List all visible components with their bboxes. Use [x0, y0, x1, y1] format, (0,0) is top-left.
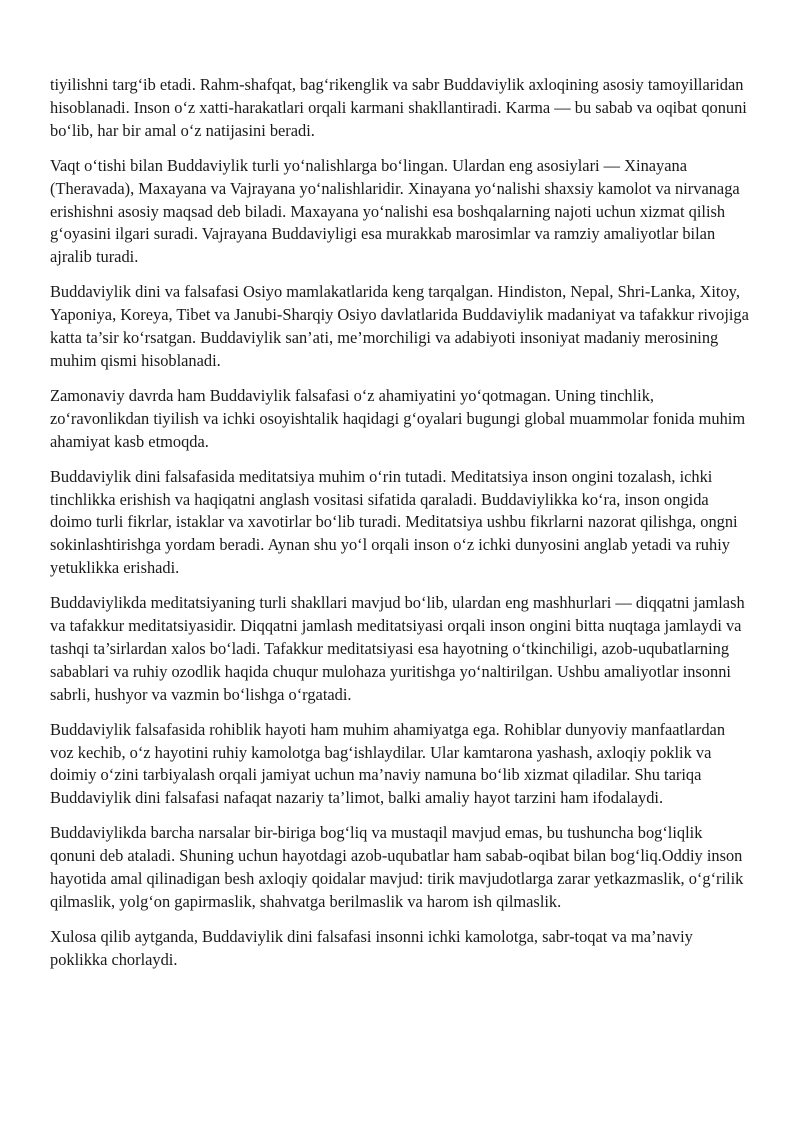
paragraph-schools: Vaqt o‘tishi bilan Buddaviylik turli yo‘nalishlarga bo‘lingan. Ulardan eng asosiylari — Xinayana (Theravada), Maxayana va Vajrayana yo‘nalishlaridir. Xinayana yo‘nalishi shaxsiy kamolot va nirvanaga erishishni asosiy maqsad deb biladi. Maxayana yo‘nalishi esa boshqalarning najoti uchun xizmat qilish g‘oyasini ilgari suradi. Vajrayana Buddaviyligi esa murakkab marosimlar va ramziy amaliyotlar bilan ajralib turadi. [50, 155, 740, 267]
paragraph-conclusion: Xulosa qilib aytganda, Buddaviylik dini falsafasi insonni ichki kamolotga, sabr-toqat va ma’naviy poklikka chorlaydi. [50, 926, 693, 969]
paragraph-monastic-life: Buddaviylik falsafasida rohiblik hayoti ham muhim ahamiyatga ega. Rohiblar dunyoviy manfaatlardan voz kechib, o‘z hayotini ruhiy kamolotga bag‘ishlaydilar. Ular kamtarona yashash, axloqiy poklik va doimiy o‘zini tarbiyalash orqali jamiyat uchun ma’naviy namuna bo‘lib xizmat qiladilar. Shu tariqa Buddaviylik dini falsafasi nafaqat nazariy ta’limot, balki amaliy hayot tarzini ham ifodalaydi. [50, 719, 726, 808]
paragraph-meditation-forms: Buddaviylikda meditatsiyaning turli shakllari mavjud bo‘lib, ulardan eng mashhurlari — diqqatni jamlash va tafakkur meditatsiyasidir. Diqqatni jamlash meditatsiyasi orqali inson ongini bitta nuqtaga jamlaydi va tashqi ta’sirlardan xalos bo‘ladi. Tafakkur meditatsiyasi esa hayotning o‘tkinchiligi, azob-uqubatlarning sabablari va ruhiy ozodlik haqida chuqur mulohaza yuritishga yo‘naltirilgan. Ushbu amaliyotlar insonni sabrli, hushyor va vazmin bo‘lishga o‘rgatadi. [50, 593, 745, 704]
paragraph-modern: Zamonaviy davrda ham Buddaviylik falsafasi o‘z ahamiyatini yo‘qotmagan. Uning tinchlik, zo‘ravonlikdan tiyilish va ichki osoyishtalik haqidagi g‘oyalari bugungi global muammolar fonida muhim ahamiyat kasb etmoqda. [50, 385, 746, 451]
paragraph-meditation: Buddaviylik dini falsafasida meditatsiya muhim o‘rin tutadi. Meditatsiya inson ongini tozalash, ichki tinchlikka erishish va haqiqatni anglash vositasi sifatida qaraladi. Buddaviylikka ko‘ra, inson ongida doimo turli fikrlar, istaklar va xavotirlar bo‘lib turadi. Meditatsiya ushbu fikrlarni nazorat qilishga, ongni sokinlashtirishga yordam beradi. Aynan shu yo‘l orqali inson o‘z ichki dunyosini anglab yetadi va ruhiy yetuklikka erishadi. [50, 466, 738, 578]
paragraph-spread: Buddaviylik dini va falsafasi Osiyo mamlakatlarida keng tarqalgan. Hindiston, Nepal, Shri-Lanka, Xitoy, Yaponiya, Koreya, Tibet va Janubi-Sharqiy Osiyo davlatlarida Buddaviylik madaniyat va tafakkur rivojiga katta ta’sir ko‘rsatgan. Buddaviylik san’ati, me’morchiligi va adabiyoti insoniyat madaniy merosining muhim qismi hisoblanadi. [50, 282, 749, 370]
paragraph-interdependence: Buddaviylikda barcha narsalar bir-biriga bog‘liq va mustaqil mavjud emas, bu tushuncha bog‘liqlik qonuni deb ataladi. Shuning uchun hayotdagi azob-uqubatlar ham sabab-oqibat bilan bog‘liq.Oddiy inson hayotida amal qilinadigan besh axloqiy qoidalar mavjud: tirik mavjudotlarga zarar yetkazmaslik, o‘g‘rilik qilmaslik, yolg‘on gapirmaslik, shahvatga berilmaslik va harom ish qilmaslik. [50, 823, 744, 911]
paragraph-karma: tiyilishni targ‘ib etadi. Rahm-shafqat, bag‘rikenglik va sabr Buddaviylik axloqining asosiy tamoyillaridan hisoblanadi. Inson o‘z xatti-harakatlari orqali karmani shakllantiradi. Karma — bu sabab va oqibat qonuni bo‘lib, har bir amal o‘z natijasini beradi. [50, 75, 747, 140]
